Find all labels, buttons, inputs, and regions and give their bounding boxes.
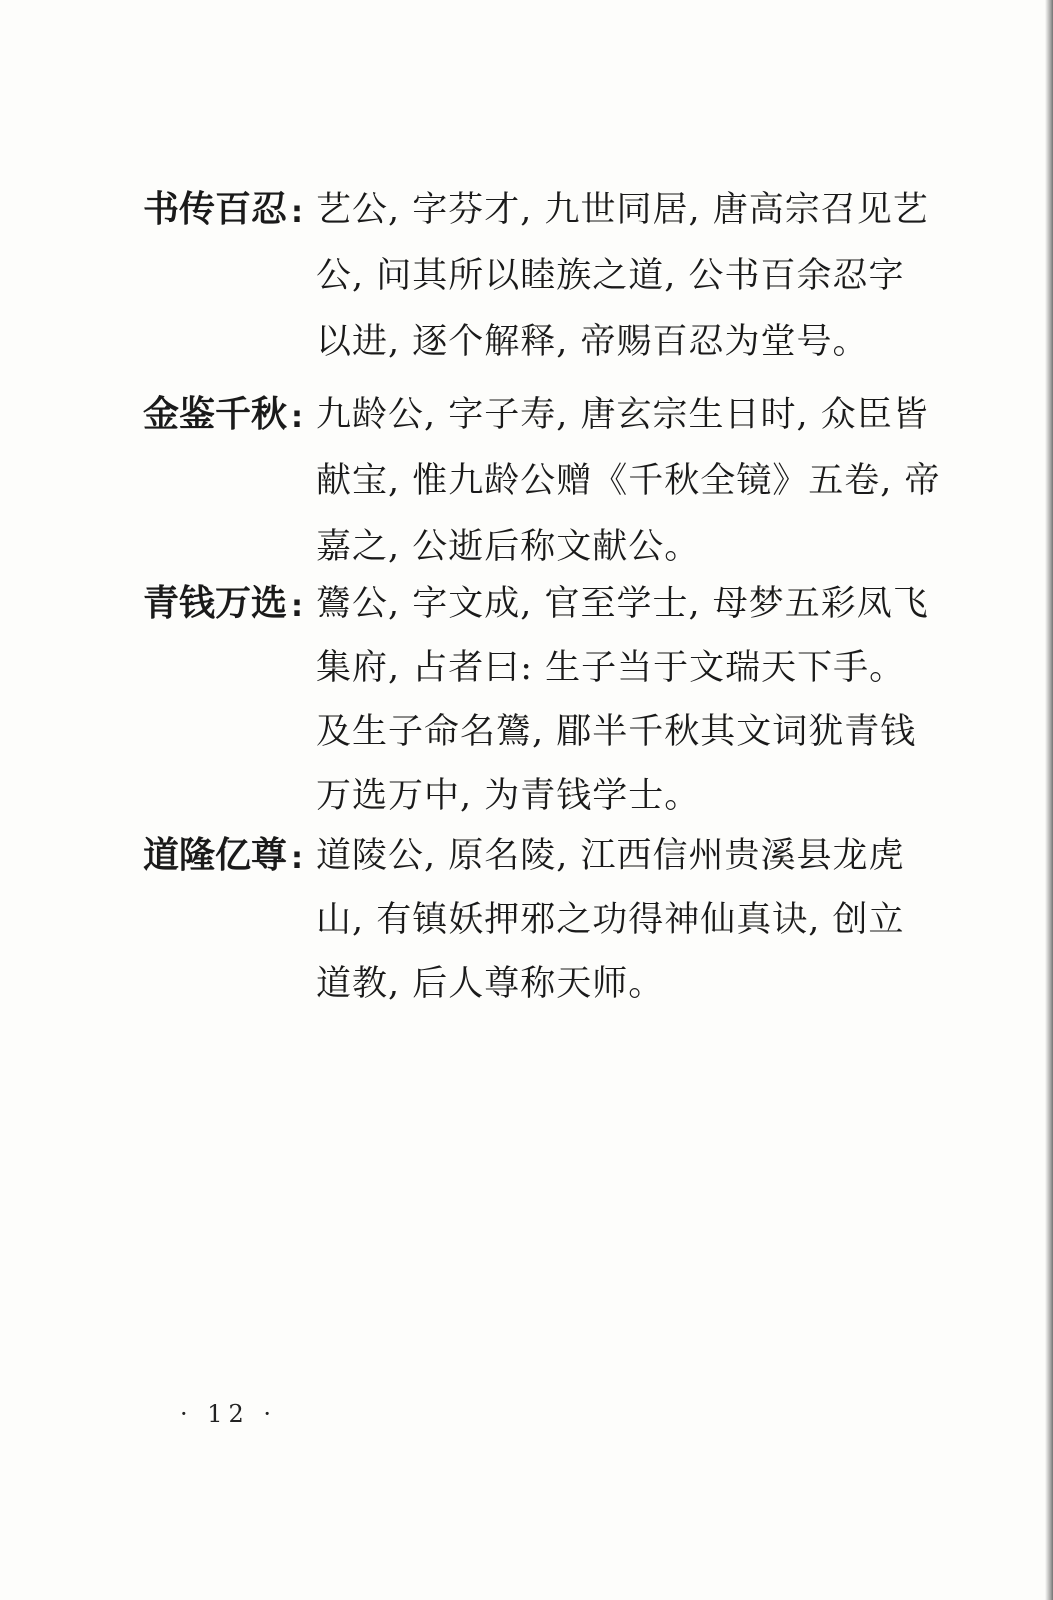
entry-term: 书传百忍: [143, 189, 288, 230]
entry-text-line: 公, 问其所以睦族之道, 公书百余忍字: [316, 256, 905, 296]
entry-term: 道隆亿尊: [143, 835, 288, 876]
entry-text-line: 及生子命名鷟, 郿半千秋其文词犹青钱: [316, 712, 917, 752]
entry-text-line: 以进, 逐个解释, 帝赐百忍为堂号。: [316, 322, 869, 362]
entry-text-line: 道陵公, 原名陵, 江西信州贵溪县龙虎: [316, 836, 905, 876]
page-edge-shadow: [1045, 0, 1053, 1600]
entry-text-line: 艺公, 字芬才, 九世同居, 唐高宗召见艺: [316, 190, 929, 230]
entry-colon: :: [291, 841, 303, 876]
entry-text-line: 山, 有镇妖押邪之功得神仙真诀, 创立: [316, 900, 905, 940]
entry-text-line: 献宝, 惟九龄公赠《千秋全镜》五卷, 帝: [316, 461, 941, 501]
entry-text-line: 鷟公, 字文成, 官至学士, 母梦五彩凤飞: [316, 584, 929, 624]
entry-colon: :: [291, 589, 303, 624]
entry-term: 青钱万选: [143, 583, 288, 624]
entry-term: 金鉴千秋: [143, 394, 288, 435]
entry-text-line: 道教, 后人尊称天师。: [316, 964, 665, 1004]
entry-colon: :: [291, 400, 303, 435]
page-number: · 12 ·: [180, 1400, 278, 1428]
entry-colon: :: [291, 195, 303, 230]
entry-text-line: 集府, 占者曰: 生子当于文瑞天下手。: [316, 648, 906, 688]
entry-text-line: 嘉之, 公逝后称文献公。: [316, 527, 701, 567]
entry-text-line: 万选万中, 为青钱学士。: [316, 776, 701, 816]
entry-text-line: 九龄公, 字子寿, 唐玄宗生日时, 众臣皆: [316, 395, 929, 435]
